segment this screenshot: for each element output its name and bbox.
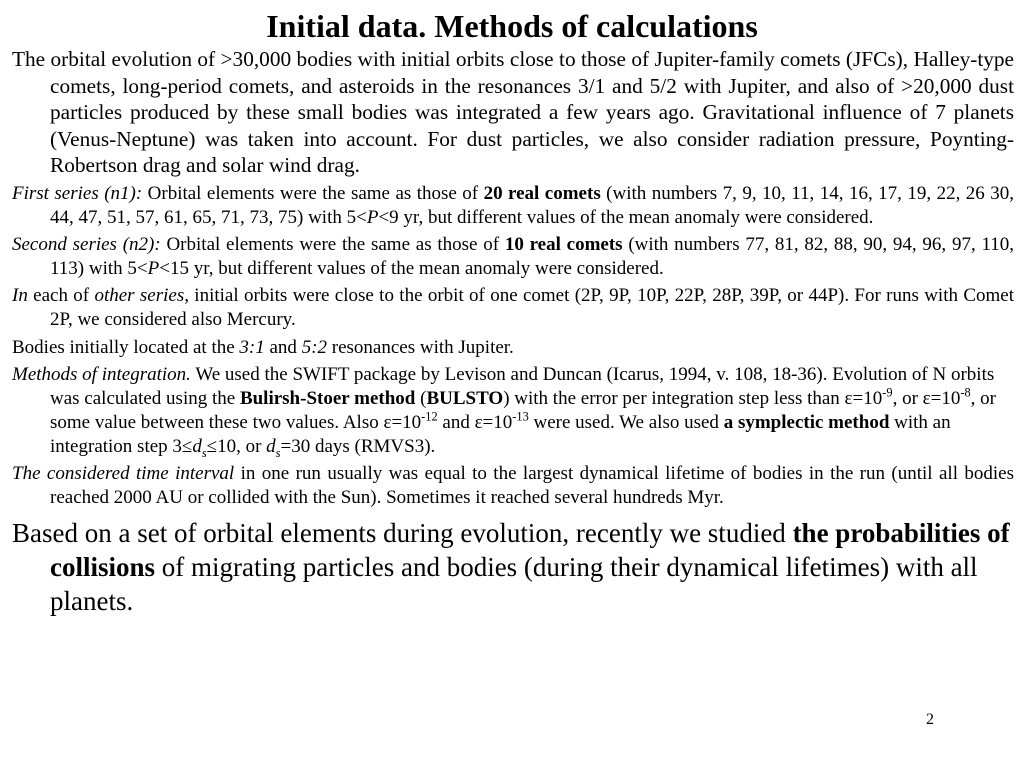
exponent: -13	[512, 409, 529, 424]
methods-text: ) with the error per integration step less than ε=10	[503, 387, 883, 409]
step-subscript: s	[201, 445, 207, 460]
time-interval-paragraph	[12, 462, 1014, 510]
first-series-text-c: <9 yr, but different values of the mean anomaly were considered.	[378, 207, 874, 229]
first-series-text-b: (with numbers 7, 9, 10, 11, 14, 16, 17, 19, 22, 26 30, 44, 47, 51, 57, 61, 65, 71, 73, 75) with 5<	[50, 182, 1014, 229]
step-subscript: s	[275, 445, 281, 460]
time-interval-text: in one run usually was equal to the largest dynamical lifetime of bodies in the run (until all bodies reached 2000 AU or collided with the Sun). Sometimes it reached several hundreds Myr.	[50, 463, 1014, 509]
other-series-text-a: each of	[27, 285, 95, 307]
other-series-in: In	[12, 285, 28, 307]
first-series-bold: 20 real comets	[483, 182, 601, 204]
methods-text: (	[415, 387, 427, 409]
methods-text: with an integration step 3≤	[50, 411, 951, 457]
conclusion-text-a: Based on a set of orbital elements during evolution, recently we studied	[12, 518, 793, 549]
resonance-3-1: 3:1	[239, 336, 265, 358]
exponent: -8	[960, 385, 971, 400]
first-series-text-a: Orbital elements were the same as those of	[142, 182, 484, 204]
resonances-text-a: Bodies initially located at the	[12, 336, 240, 358]
period-variable: P	[147, 258, 160, 280]
conclusion-paragraph	[12, 516, 1010, 618]
second-series-text-c: <15 yr, but different values of the mean anomaly were considered.	[159, 258, 664, 280]
methods-text: =30 days (RMVS3).	[280, 435, 436, 457]
methods-text: and ε=10	[437, 411, 513, 433]
bulsto-bold: BULSTO	[426, 387, 504, 409]
first-series-paragraph	[12, 182, 1014, 230]
methods-text: , or some value between these two values. Also ε=10	[50, 387, 996, 433]
symplectic-method-bold: a symplectic method	[723, 411, 890, 433]
second-series-label: Second series (n2):	[12, 234, 161, 256]
page-number: 2	[926, 711, 934, 728]
step-variable: d	[266, 435, 276, 457]
exponent: -12	[421, 409, 438, 424]
first-series-label: First series (n1):	[12, 182, 143, 204]
conclusion-bold: the probabilities of collisions	[50, 518, 1010, 583]
exponent: -9	[882, 385, 893, 400]
second-series-bold: 10 real comets	[504, 234, 623, 256]
slide-title: Initial data. Methods of calculations	[266, 8, 758, 44]
methods-text: were used. We also used	[528, 411, 724, 433]
methods-label: Methods of integration.	[12, 363, 191, 385]
methods-text: We used the SWIFT package by Levison and Duncan (Icarus, 1994, v. 108, 18-36). Evolution of N orbits was calculated using the	[50, 363, 995, 409]
conclusion-text-b: of migrating particles and bodies (during their dynamical lifetimes) with all planets.	[50, 552, 978, 617]
methods-text: , or ε=10	[892, 387, 961, 409]
step-variable: d	[192, 435, 202, 457]
methods-text: ≤10, or	[206, 435, 267, 457]
second-series-paragraph	[12, 233, 1014, 281]
slide-content	[12, 46, 1014, 618]
resonance-5-2: 5:2	[301, 336, 328, 358]
other-series-italic: other series,	[94, 285, 189, 307]
methods-paragraph	[12, 363, 1014, 459]
intro-paragraph	[12, 46, 1014, 179]
resonances-text-b: resonances with Jupiter.	[327, 336, 514, 358]
resonances-paragraph	[12, 336, 1014, 360]
other-series-text-b: initial orbits were close to the orbit of one comet (2P, 9P, 10P, 22P, 28P, 39P, or 44P). For runs with Comet 2P, we considered also Mercury.	[50, 285, 1014, 331]
period-variable: P	[366, 207, 379, 229]
bulirsh-stoer-bold: Bulirsh-Stoer method	[239, 387, 416, 409]
other-series-paragraph	[12, 284, 1014, 332]
time-interval-label: The considered time interval	[12, 463, 235, 484]
resonances-and: and	[264, 336, 302, 358]
intro-text: The orbital evolution of >30,000 bodies with initial orbits close to those of Jupiter-family comets (JFCs), Halley-type comets, long-period comets, and asteroids in the resonances 3/1 and 5/2 with Jupiter, and also of >20,000 dust particles produced by these small bodies was integrated a few years ago. Gravitational influence of 7 planets (Venus-Neptune) was taken into account. For dust particles, we also consider radiation pressure, Poynting-Robertson drag and solar wind drag.	[12, 47, 1014, 178]
second-series-text-a: Orbital elements were the same as those of	[160, 234, 505, 256]
second-series-text-b: (with numbers 77, 81, 82, 88, 90, 94, 96, 97, 110, 113) with 5<	[50, 234, 1014, 280]
